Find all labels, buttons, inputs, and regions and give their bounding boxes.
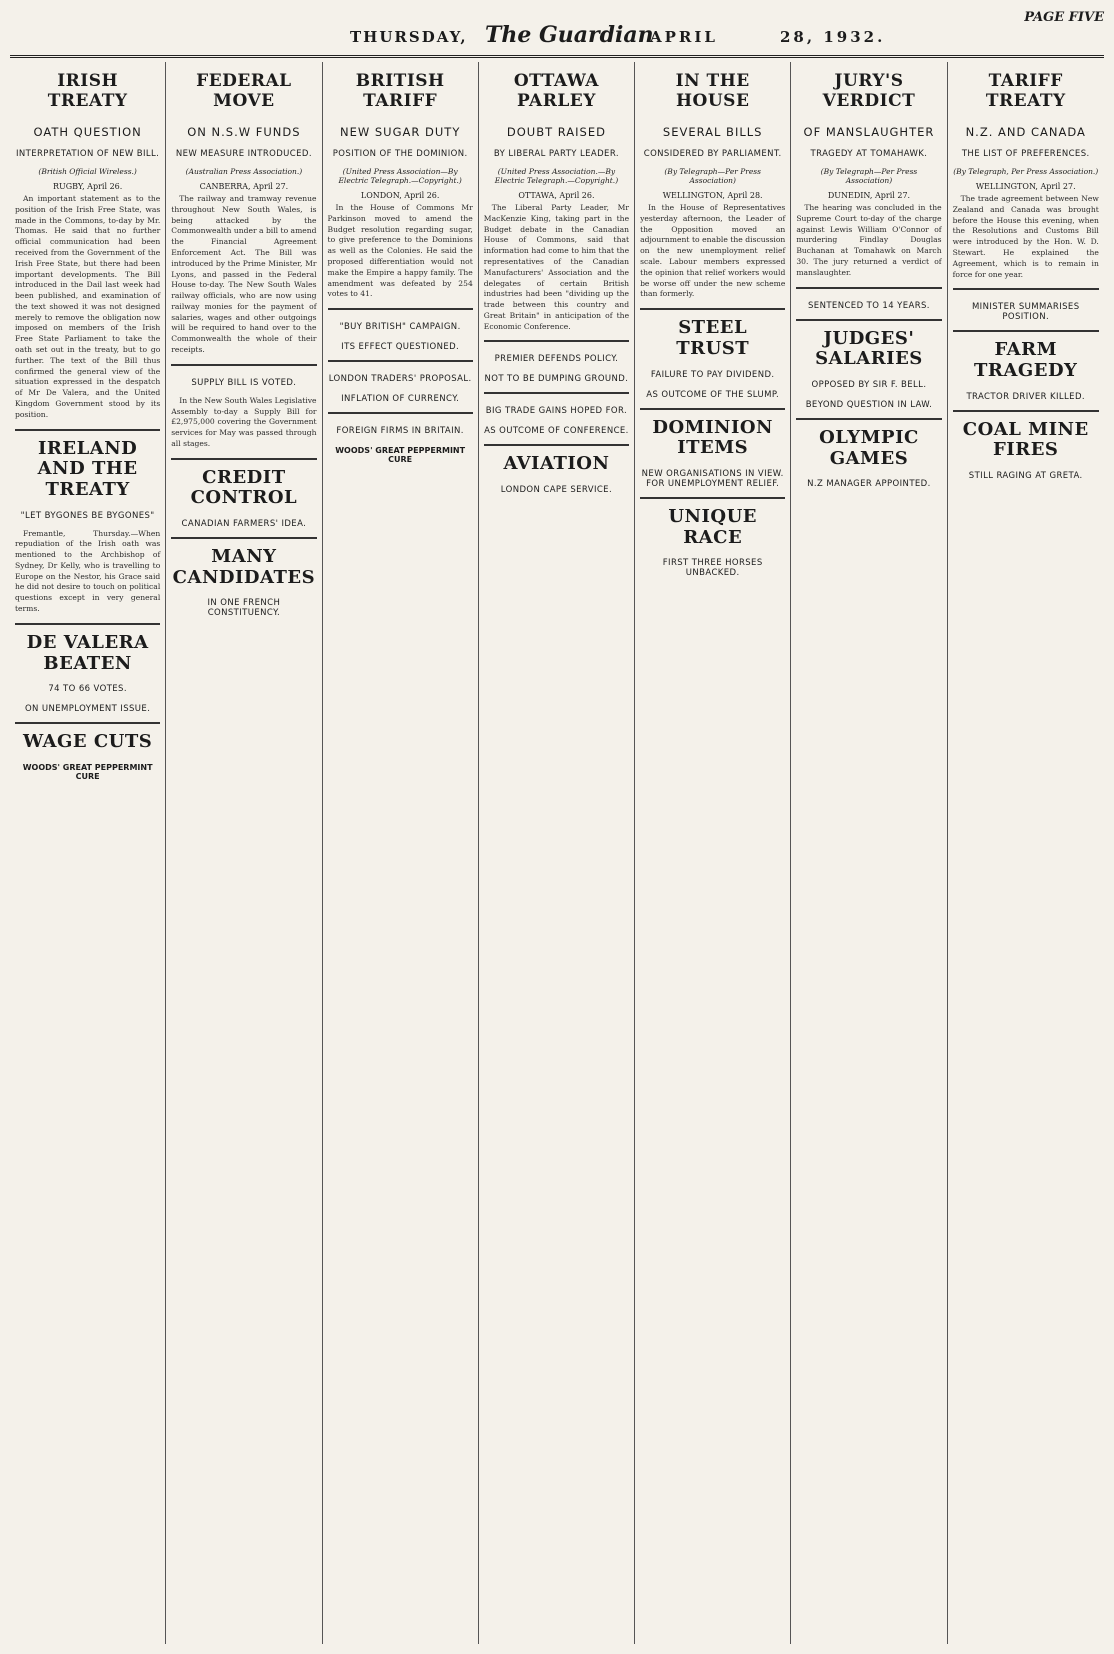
column-in-the-house [635, 62, 791, 1644]
section-subdeck: LONDON CAPE SERVICE. [500, 485, 613, 496]
section-headline: IRELAND AND THE TREATY [37, 437, 138, 500]
article-deck: SEVERAL BILLS [662, 125, 763, 140]
section-subdeck: FAILURE TO PAY DIVIDEND. [650, 369, 775, 380]
masthead [10, 6, 1104, 58]
article-text: The hearing was concluded in the Supreme Court to-day of the charge against Lewis William O'Connor of murdering Findlay Douglas Buchanan at Tomahawk on March 30. The jury returned a verdict of manslaughter. [796, 203, 942, 277]
article-credit: (Australian Press Association.) [185, 167, 303, 177]
section-headline: STEEL TRUST [676, 317, 750, 359]
section-subdeck: N.Z MANAGER APPOINTED. [807, 479, 931, 490]
article-text: The railway and tramway revenue throughout New South Wales, is being attacked by the Commonwealth under a bill to amend the Financial Agreement Enforcement Act. The Bill was introduced by the Prime Minister, Mr Lyons, and passed in the Federal House to-day. The New South Wales railway officials, who are now using railway monies for the payment of salaries, wages and other outgoings will be required to hand over to the Commonwealth the whole of their receipts. [171, 194, 317, 355]
article-dateline: WELLINGTON, April 28. [662, 191, 763, 201]
article-columns [10, 62, 1104, 1644]
section-headline: BIG TRADE GAINS HOPED FOR. [485, 406, 628, 417]
section-headline: MINISTER SUMMARISES POSITION. [971, 302, 1080, 323]
section-subdeck: TRACTOR DRIVER KILLED. [966, 391, 1086, 402]
section-headline: DE VALERA BEATEN [26, 631, 149, 674]
article-deck: OF MANSLAUGHTER [803, 125, 935, 140]
section-subdeck: INFLATION OF CURRENCY. [341, 394, 460, 405]
article-deck: OATH QUESTION [33, 125, 142, 140]
article-deck: ON N.S.W FUNDS [187, 125, 301, 140]
section-headline: WAGE CUTS [22, 731, 153, 753]
masthead-title: The Guardian [485, 22, 654, 48]
article-headline: OTTAWA PARLEY [513, 71, 599, 111]
section-subdeck: ITS EFFECT QUESTIONED. [341, 342, 460, 353]
advertisement: WOODS' GREAT PEPPERMINT CURE [335, 446, 466, 465]
section-subdeck: STILL RAGING AT GRETA. [968, 471, 1083, 482]
article-credit: (United Press Association—By Electric Telegraph.—Copyright.) [338, 167, 462, 186]
section-subdeck: CANADIAN FARMERS' IDEA. [181, 519, 307, 530]
article-credit: (By Telegraph—Per Press Association) [820, 167, 918, 186]
section-headline: SENTENCED TO 14 YEARS. [808, 300, 930, 311]
article-deck: N.Z. AND CANADA [965, 125, 1086, 140]
section-headline: PREMIER DEFENDS POLICY. [494, 354, 619, 365]
column-tariff-treaty [948, 62, 1104, 1644]
article-dateline: RUGBY, April 26. [52, 182, 123, 192]
article-subdeck: CONSIDERED BY PARLIAMENT. [643, 149, 782, 160]
column-ottawa-parley [479, 62, 635, 1644]
section-headline: OLYMPIC GAMES [819, 426, 919, 469]
article-dateline: DUNEDIN, April 27. [827, 191, 911, 201]
article-headline: TARIFF TREATY [985, 71, 1066, 111]
article-headline: BRITISH TARIFF [355, 71, 445, 111]
section-subdeck: FIRST THREE HORSES UNBACKED. [662, 558, 763, 579]
section-subdeck: AS OUTCOME OF CONFERENCE. [484, 426, 629, 437]
section-headline: DOMINION ITEMS [652, 416, 774, 459]
article-subdeck: BY LIBERAL PARTY LEADER. [493, 149, 619, 160]
section-subdeck: "LET BYGONES BE BYGONES" [20, 510, 155, 521]
section-headline: "BUY BRITISH" CAMPAIGN. [339, 322, 461, 333]
section-headline: COAL MINE FIRES [962, 418, 1089, 461]
section-subdeck: ON UNEMPLOYMENT ISSUE. [24, 704, 151, 715]
masthead-date: 28, 1932. [780, 28, 886, 46]
article-headline: JURY'S VERDICT [822, 71, 916, 111]
article-text: The Liberal Party Leader, Mr MacKenzie King, taking part in the Budget debate in the Canadian House of Commons, said that information had come to him that the representatives of the Canadian Manufacturers' Association and the delegates of certain British industries had been "dividing up the trade between this country and Great Britain" in anticipation of the Economic Conference. [483, 203, 630, 331]
section-deck: AS OUTCOME OF THE SLUMP. [646, 389, 780, 400]
section-text: Fremantle, Thursday.—When repudiation of the Irish oath was mentioned to the Archbishop of Sydney, Dr Kelly, who is travelling to Europe on the Nestor, his Grace said he did not desire to touch on political questions except in very general terms. [15, 528, 161, 614]
page-number: PAGE FIVE [1024, 10, 1104, 25]
article-credit: (By Telegraph, Per Press Association.) [953, 167, 1099, 177]
section-headline: CREDIT CONTROL [190, 466, 298, 509]
section-deck: BEYOND QUESTION IN LAW. [805, 399, 933, 410]
masthead-day: THURSDAY, [350, 28, 468, 46]
column-irish-treaty [10, 62, 166, 1644]
section-headline: JUDGES' SALARIES [815, 327, 923, 370]
section-headline: FARM TRAGEDY [974, 339, 1078, 382]
column-british-tariff [323, 62, 479, 1644]
article-subdeck: TRAGEDY AT TOMAHAWK. [810, 149, 928, 160]
section-headline: SUPPLY BILL IS VOTED. [191, 377, 297, 388]
section-subdeck: NOT TO BE DUMPING GROUND. [484, 374, 629, 385]
section-subdeck: NEW ORGANISATIONS IN VIEW. FOR UNEMPLOYMENT RELIEF. [641, 468, 784, 489]
section-headline: MANY CANDIDATES [172, 546, 316, 588]
advertisement: WOODS' GREAT PEPPERMINT CURE [22, 762, 153, 781]
article-deck: NEW SUGAR DUTY [339, 125, 461, 140]
article-text: In the House of Representatives yesterday afternoon, the Leader of the Opposition moved an adjournment to enable the discussion on the new unemployment relief scale. Labour members expressed the opinion that relief workers would be worse off under the new scheme than formerly. [640, 203, 786, 299]
article-dateline: LONDON, April 26. [360, 191, 440, 201]
article-headline: IN THE HOUSE [675, 71, 750, 111]
article-dateline: CANBERRA, April 27. [199, 182, 289, 192]
article-credit: (By Telegraph—Per Press Association) [664, 167, 762, 186]
article-subdeck: THE LIST OF PREFERENCES. [961, 149, 1090, 160]
article-subdeck: POSITION OF THE DOMINION. [332, 149, 468, 160]
section-text: In the New South Wales Legislative Assembly to-day a Supply Bill for £2,975,000 covering the Government services for May was passed through all stages. [171, 395, 317, 448]
section-headline: AVIATION [503, 453, 610, 475]
article-headline: IRISH TREATY [47, 71, 128, 111]
article-headline: FEDERAL MOVE [196, 71, 292, 111]
section-headline: LONDON TRADERS' PROPOSAL. [328, 374, 472, 385]
section-subdeck: OPPOSED BY SIR F. BELL. [811, 379, 927, 390]
article-body [15, 194, 160, 420]
article-text: The trade agreement between New Zealand and Canada was brought before the House this evening, when the Resolutions and Customs Bill were introduced by the Hon. W. D. Stewart. He explained the Agreement, which is to remain in force for one year. [952, 194, 1099, 279]
section-deck: 74 TO 66 VOTES. [48, 684, 127, 695]
article-subdeck: INTERPRETATION OF NEW BILL. [15, 149, 160, 160]
article-dateline: WELLINGTON, April 27. [975, 182, 1076, 192]
article-subdeck: NEW MEASURE INTRODUCED. [175, 149, 312, 160]
column-jurys-verdict [791, 62, 947, 1644]
article-text: An important statement as to the position of the Irish Free State, was made in the Commons, to-day by Mr. Thomas. He said that no further official communication had been received from the Government of the Irish Free State, but there had been important developments. The Bill introduced in the Dail last week had been published, and examination of the text showed it was not designed merely to remove the obligation now imposed on members of the Irish Free State Parliament to take the oath set out in the treaty, but to go further. The text of the Bill thus confirmed the general view of the situation expressed in the despatch of Mr De Valera, and the United Kingdom Government stood by its position. [15, 194, 161, 419]
section-headline: FOREIGN FIRMS IN BRITAIN. [336, 426, 464, 437]
column-federal-move [166, 62, 322, 1644]
article-deck: DOUBT RAISED [506, 125, 606, 140]
article-text: In the House of Commons Mr Parkinson moved to amend the Budget resolution regarding sugar, to give preference to the Dominions as well as the Colonies. He said the proposed differentiation would not make the Empire a happy family. The amendment was defeated by 254 votes to 41. [327, 203, 473, 299]
masthead-month: APRIL [650, 28, 718, 46]
article-credit: (United Press Association.—By Electric Telegraph.—Copyright.) [494, 167, 619, 186]
section-headline: UNIQUE RACE [668, 505, 758, 548]
article-credit: (British Official Wireless.) [38, 167, 137, 177]
section-subdeck: IN ONE FRENCH CONSTITUENCY. [207, 598, 281, 619]
article-dateline: OTTAWA, April 26. [518, 191, 595, 201]
